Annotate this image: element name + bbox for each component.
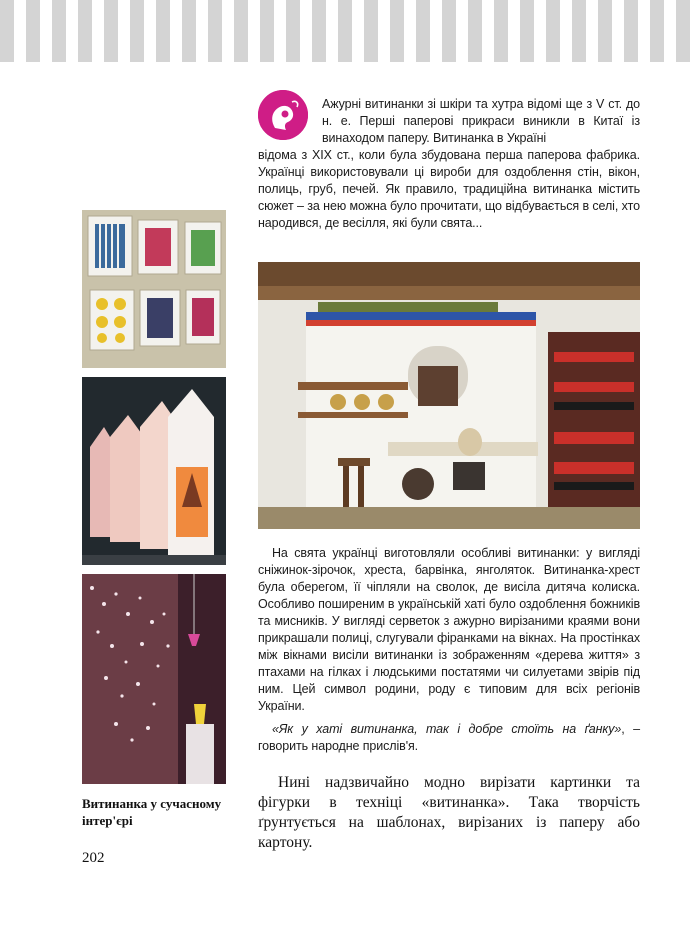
photo-paper-lanterns	[82, 377, 226, 565]
holidays-paragraph: На свята українці виготовляли особливі витинанки: у вигляді сніжинок-зірочок, хреста, барвінка, янголяток. Витинанка-хрест була оберегом, її чіпляли на сволок, де висіла дитяча колиска. Особливо поширеним в українській хаті було оздоблення божників та мисників. У вигляді серветок з ажурно вирізаними краями вони прикрашали полиці, слугували фіранками на вікнах. На простінках між вікнами висіли витинанки із зображенням «дерева життя» з птахами на гілках і людськими постатями чи силуетами звірів під ним. Цей символ родини, роду є типовим для всіх регіонів України.	[258, 546, 640, 713]
intro-paragraph-continued: відома з XIX ст., коли була збудована перша паперова фабрика. Українці використовували ці вироби для оздоблення стін, вікон, полиць, груб, печей. Як правило, традиційна витинанка містить сюжет – за нею можна було прочитати, що відбувається в селі, хто народився, де весілля, які були свята...	[258, 148, 640, 230]
proverb-tail: , – говорить народне прислів'я.	[258, 722, 640, 753]
page-number: 202	[82, 850, 105, 866]
modern-technique-paragraph: Нині надзвичайно модно вирізати картинки та фігурки в техніці «витинанка». Така творчість ґрунтується на шаблонах, вирізаних із паперу або картону.	[258, 774, 640, 851]
header-stripes	[0, 0, 700, 62]
intro-paragraph-first-lines: Ажурні витинанки зі шкіри та хутра відомі ще з V ст. до н. е. Перші паперові прикраси виникли в Китаї із винаходом паперу. Витинанка в Україні	[322, 97, 640, 145]
photo-caption: Витинанка у сучасному інтер'єрі	[82, 796, 222, 828]
proverb-quote: «Як у хаті витинанка, так і добре стоїть на ґанку»	[272, 722, 622, 736]
photo-framed-cutouts	[82, 210, 226, 368]
proverb-paragraph	[258, 721, 640, 755]
photo-traditional-stove-interior	[258, 262, 640, 529]
photo-modern-interior-wall	[82, 574, 226, 784]
section-logo-icon	[258, 90, 308, 140]
